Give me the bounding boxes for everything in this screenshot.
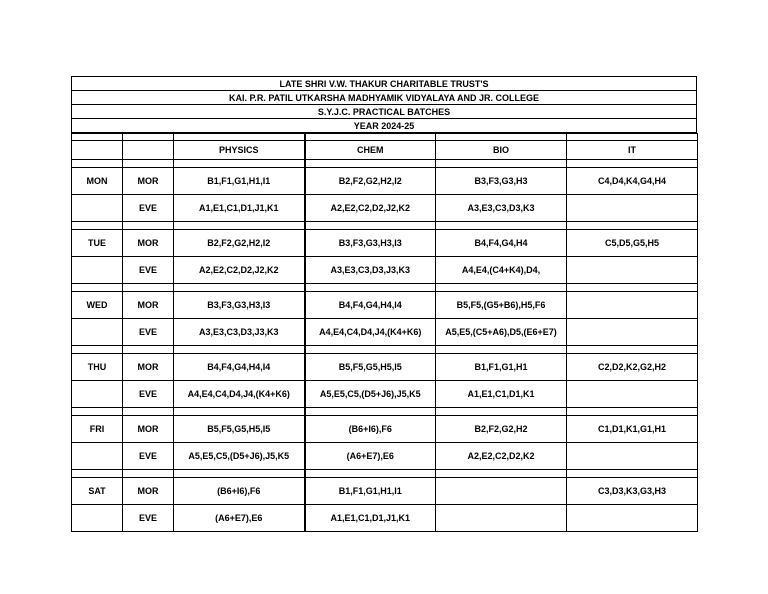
bio-batch-cell: A2,E2,C2,D2,K2 xyxy=(436,443,567,470)
chem-batch-cell: B1,F1,G1,H1,I1 xyxy=(305,478,436,505)
bio-batch-cell: B4,F4,G4,H4 xyxy=(436,230,567,257)
physics-batch-cell: B2,F2,G2,H2,I2 xyxy=(174,230,305,257)
chem-batch-cell: (B6+I6),F6 xyxy=(305,416,436,443)
schedule-row xyxy=(72,505,698,532)
spacer-cell xyxy=(567,346,698,354)
spacer-cell xyxy=(174,284,305,292)
header-day-cell xyxy=(72,141,123,160)
spacer-cell xyxy=(174,408,305,416)
it-batch-cell xyxy=(567,443,698,470)
bio-batch-cell: A3,E3,C3,D3,K3 xyxy=(436,195,567,222)
slot-cell: MOR xyxy=(123,168,174,195)
day-cell xyxy=(72,257,123,284)
bio-batch-cell: A4,E4,(C4+K4),D4, xyxy=(436,257,567,284)
it-batch-cell: C1,D1,K1,G1,H1 xyxy=(567,416,698,443)
slot-cell: MOR xyxy=(123,354,174,381)
schedule-row xyxy=(72,381,698,408)
day-cell xyxy=(72,443,123,470)
spacer-cell xyxy=(567,134,698,141)
it-batch-cell: C2,D2,K2,G2,H2 xyxy=(567,354,698,381)
physics-batch-cell: A1,E1,C1,D1,J1,K1 xyxy=(174,195,305,222)
academic-year: YEAR 2024-25 xyxy=(71,119,697,133)
it-batch-cell: C5,D5,G5,H5 xyxy=(567,230,698,257)
physics-batch-cell: A2,E2,C2,D2,J2,K2 xyxy=(174,257,305,284)
batch-table xyxy=(71,133,698,532)
spacer-cell xyxy=(174,222,305,230)
spacer-cell xyxy=(123,408,174,416)
schedule-row xyxy=(72,230,698,257)
chem-batch-cell: B2,F2,G2,H2,I2 xyxy=(305,168,436,195)
spacer-cell xyxy=(567,470,698,478)
schedule-row xyxy=(72,478,698,505)
bio-batch-cell: B5,F5,(G5+B6),H5,F6 xyxy=(436,292,567,319)
spacer-cell xyxy=(567,222,698,230)
spacer-cell xyxy=(305,134,436,141)
spacer-cell xyxy=(72,408,123,416)
day-cell xyxy=(72,505,123,532)
header-slot-cell xyxy=(123,141,174,160)
spacer-cell xyxy=(72,346,123,354)
spacer-cell xyxy=(567,160,698,168)
spacer-cell xyxy=(567,284,698,292)
spacer-cell xyxy=(174,160,305,168)
physics-batch-cell: B4,F4,G4,H4,I4 xyxy=(174,354,305,381)
spacer-cell xyxy=(436,222,567,230)
bio-batch-cell: A1,E1,C1,D1,K1 xyxy=(436,381,567,408)
chem-batch-cell: (A6+E7),E6 xyxy=(305,443,436,470)
slot-cell: EVE xyxy=(123,381,174,408)
college-name: KAI. P.R. PATIL UTKARSHA MADHYAMIK VIDYALAYA AND JR. COLLEGE xyxy=(71,91,697,105)
spacer-cell xyxy=(72,284,123,292)
slot-cell: EVE xyxy=(123,319,174,346)
spacer-cell xyxy=(305,284,436,292)
bio-batch-cell: B1,F1,G1,H1 xyxy=(436,354,567,381)
bio-batch-cell: B3,F3,G3,H3 xyxy=(436,168,567,195)
physics-batch-cell: B5,F5,G5,H5,I5 xyxy=(174,416,305,443)
schedule-row xyxy=(72,319,698,346)
day-cell: THU xyxy=(72,354,123,381)
day-cell: SAT xyxy=(72,478,123,505)
column-header-physics: PHYSICS xyxy=(174,141,305,160)
slot-cell: MOR xyxy=(123,416,174,443)
spacer-cell xyxy=(436,346,567,354)
slot-cell: EVE xyxy=(123,443,174,470)
schedule-row xyxy=(72,168,698,195)
chem-batch-cell: A2,E2,C2,D2,J2,K2 xyxy=(305,195,436,222)
chem-batch-cell: A4,E4,C4,D4,J4,(K4+K6) xyxy=(305,319,436,346)
spacer-cell xyxy=(123,284,174,292)
chem-batch-cell: A5,E5,C5,(D5+J6),J5,K5 xyxy=(305,381,436,408)
spacer-cell xyxy=(436,134,567,141)
schedule-row xyxy=(72,416,698,443)
spacer-cell xyxy=(305,470,436,478)
spacer-cell xyxy=(174,470,305,478)
sheet-title: S.Y.J.C. PRACTICAL BATCHES xyxy=(71,105,697,119)
slot-cell: MOR xyxy=(123,230,174,257)
it-batch-cell xyxy=(567,257,698,284)
day-cell: MON xyxy=(72,168,123,195)
spacer-cell xyxy=(72,160,123,168)
spacer-cell xyxy=(567,408,698,416)
it-batch-cell xyxy=(567,195,698,222)
column-header-row xyxy=(72,141,698,160)
spacer-cell xyxy=(72,222,123,230)
schedule-row xyxy=(72,257,698,284)
timetable-sheet xyxy=(71,76,697,532)
spacer-cell xyxy=(436,408,567,416)
it-batch-cell: C3,D3,K3,G3,H3 xyxy=(567,478,698,505)
column-header-bio: BIO xyxy=(436,141,567,160)
day-cell: FRI xyxy=(72,416,123,443)
spacer-cell xyxy=(174,346,305,354)
schedule-row xyxy=(72,292,698,319)
day-cell: TUE xyxy=(72,230,123,257)
schedule-row xyxy=(72,354,698,381)
day-cell xyxy=(72,195,123,222)
spacer-cell xyxy=(123,134,174,141)
day-cell xyxy=(72,381,123,408)
physics-batch-cell: A5,E5,C5,(D5+J6),J5,K5 xyxy=(174,443,305,470)
spacer-cell xyxy=(123,470,174,478)
it-batch-cell xyxy=(567,381,698,408)
slot-cell: EVE xyxy=(123,195,174,222)
spacer-cell xyxy=(72,470,123,478)
chem-batch-cell: B5,F5,G5,H5,I5 xyxy=(305,354,436,381)
physics-batch-cell: B3,F3,G3,H3,I3 xyxy=(174,292,305,319)
it-batch-cell: C4,D4,K4,G4,H4 xyxy=(567,168,698,195)
column-header-it: IT xyxy=(567,141,698,160)
slot-cell: MOR xyxy=(123,292,174,319)
physics-batch-cell: (A6+E7),E6 xyxy=(174,505,305,532)
trust-name: LATE SHRI V.W. THAKUR CHARITABLE TRUST'S xyxy=(71,76,697,91)
schedule-row xyxy=(72,443,698,470)
physics-batch-cell: A3,E3,C3,D3,J3,K3 xyxy=(174,319,305,346)
slot-cell: MOR xyxy=(123,478,174,505)
spacer-cell xyxy=(123,346,174,354)
chem-batch-cell: A3,E3,C3,D3,J3,K3 xyxy=(305,257,436,284)
column-header-chem: CHEM xyxy=(305,141,436,160)
chem-batch-cell: A1,E1,C1,D1,J1,K1 xyxy=(305,505,436,532)
bio-batch-cell xyxy=(436,478,567,505)
spacer-cell xyxy=(436,470,567,478)
bio-batch-cell: A5,E5,(C5+A6),D5,(E6+E7) xyxy=(436,319,567,346)
slot-cell: EVE xyxy=(123,257,174,284)
spacer-cell xyxy=(436,160,567,168)
bio-batch-cell xyxy=(436,505,567,532)
physics-batch-cell: B1,F1,G1,H1,I1 xyxy=(174,168,305,195)
spacer-cell xyxy=(123,160,174,168)
bio-batch-cell: B2,F2,G2,H2 xyxy=(436,416,567,443)
slot-cell: EVE xyxy=(123,505,174,532)
spacer-cell xyxy=(123,222,174,230)
day-cell: WED xyxy=(72,292,123,319)
spacer-cell xyxy=(305,408,436,416)
spacer-cell xyxy=(305,160,436,168)
it-batch-cell xyxy=(567,505,698,532)
physics-batch-cell: (B6+I6),F6 xyxy=(174,478,305,505)
physics-batch-cell: A4,E4,C4,D4,J4,(K4+K6) xyxy=(174,381,305,408)
it-batch-cell xyxy=(567,292,698,319)
spacer-cell xyxy=(305,222,436,230)
chem-batch-cell: B3,F3,G3,H3,I3 xyxy=(305,230,436,257)
spacer-cell xyxy=(436,284,567,292)
schedule-row xyxy=(72,195,698,222)
spacer-cell xyxy=(305,346,436,354)
day-cell xyxy=(72,319,123,346)
it-batch-cell xyxy=(567,319,698,346)
spacer-cell xyxy=(72,134,123,141)
spacer-cell xyxy=(174,134,305,141)
chem-batch-cell: B4,F4,G4,H4,I4 xyxy=(305,292,436,319)
